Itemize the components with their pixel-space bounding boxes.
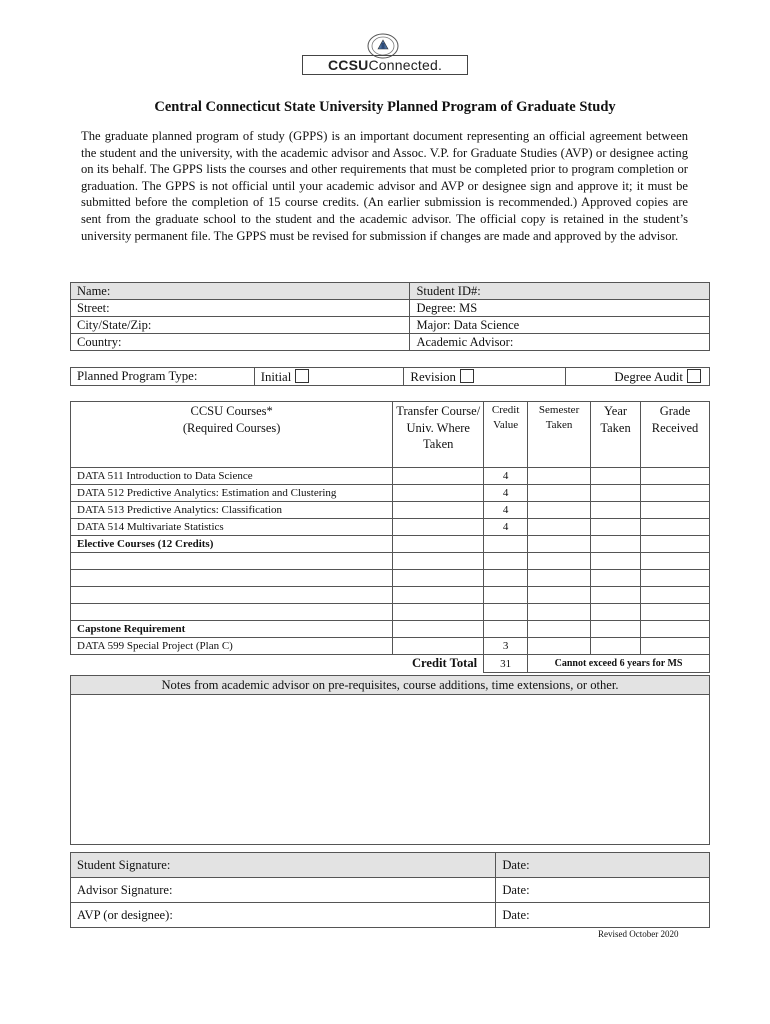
credit-total-label: Credit Total — [411, 656, 478, 671]
advisor-date-field[interactable]: Date: — [496, 878, 710, 903]
table-row — [71, 638, 710, 655]
table-row[interactable] — [71, 604, 710, 621]
time-limit-note: Cannot exceed 6 years for MS — [528, 655, 710, 673]
revision-date: Revised October 2020 — [598, 929, 679, 939]
course-name: DATA 512 Predictive Analytics: Estimation and Clustering — [71, 485, 393, 502]
table-row[interactable] — [71, 587, 710, 604]
elective-heading-row — [71, 536, 710, 553]
credit-value: 4 — [484, 502, 528, 519]
course-name: DATA 599 Special Project (Plan C) — [71, 638, 393, 655]
name-field[interactable]: Name: — [71, 283, 410, 300]
table-row[interactable] — [71, 553, 710, 570]
advisor-signature-field[interactable]: Advisor Signature: — [71, 878, 496, 903]
ccsu-logo — [302, 33, 470, 77]
capstone-heading: Capstone Requirement — [71, 621, 393, 638]
col-header-course: CCSU Courses* (Required Courses) — [71, 402, 393, 468]
col-header-transfer: Transfer Course/ Univ. Where Taken — [393, 402, 484, 468]
street-field[interactable]: Street: — [71, 300, 410, 317]
credit-value: 4 — [484, 485, 528, 502]
logo-wordmark: CCSUConnected. — [302, 55, 468, 75]
col-header-year: Year Taken — [591, 402, 641, 468]
major-field[interactable]: Major: Data Science — [410, 317, 710, 334]
initial-checkbox[interactable] — [295, 369, 309, 383]
degree-field[interactable]: Degree: MS — [410, 300, 710, 317]
student-id-field[interactable]: Student ID#: — [410, 283, 710, 300]
credit-value: 3 — [484, 638, 528, 655]
student-info-table — [70, 282, 710, 351]
signature-table — [70, 852, 710, 928]
option-initial[interactable]: Initial — [254, 368, 404, 386]
revision-checkbox[interactable] — [460, 369, 474, 383]
elective-heading: Elective Courses (12 Credits) — [71, 536, 393, 553]
program-type-table — [70, 367, 710, 386]
course-name: DATA 514 Multivariate Statistics — [71, 519, 393, 536]
option-revision[interactable]: Revision — [404, 368, 566, 386]
academic-advisor-field[interactable]: Academic Advisor: — [410, 334, 710, 351]
notes-heading: Notes from academic advisor on pre-requisites, course additions, time extensions, or other. — [71, 676, 709, 695]
avp-signature-field[interactable]: AVP (or designee): — [71, 903, 496, 928]
table-row — [71, 468, 710, 485]
student-date-field[interactable]: Date: — [496, 853, 710, 878]
capstone-heading-row — [71, 621, 710, 638]
table-row[interactable] — [71, 570, 710, 587]
page-title: Central Connecticut State University Planned Program of Graduate Study — [154, 99, 616, 115]
credit-value: 4 — [484, 468, 528, 485]
country-field[interactable]: Country: — [71, 334, 410, 351]
degree-audit-checkbox[interactable] — [687, 369, 701, 383]
option-degree-audit[interactable]: Degree Audit — [566, 368, 710, 386]
credit-total-value: 31 — [484, 655, 528, 673]
table-row — [71, 519, 710, 536]
intro-paragraph: The graduate planned program of study (GPPS) is an important document representing an official agreement between the student and the university, with the academic advisor and Assoc. V.P. for Graduate Studies (AVP) or designee acting on its behalf. The GPPS lists the courses and other requirements that must be completed prior to program completion or graduation. The GPPS is not official until your academic advisor and AVP or designee sign and approve it; it must be submitted before the completion of 15 course credits. (An earlier submission is recommended.) Approved copies are sent from the graduate school to the student and the academic advisor. The official copy is retained in the student’s university permanent file. The GPPS must be revised for submission if changes are made and approved by the advisor. — [81, 129, 688, 243]
courses-table — [70, 401, 710, 673]
table-row — [71, 485, 710, 502]
avp-date-field[interactable]: Date: — [496, 903, 710, 928]
col-header-credit: Credit Value — [484, 402, 528, 468]
course-name: DATA 511 Introduction to Data Science — [71, 468, 393, 485]
course-name: DATA 513 Predictive Analytics: Classification — [71, 502, 393, 519]
col-header-semester: Semester Taken — [528, 402, 591, 468]
advisor-notes-box[interactable] — [70, 675, 710, 845]
student-signature-field[interactable]: Student Signature: — [71, 853, 496, 878]
city-state-zip-field[interactable]: City/State/Zip: — [71, 317, 410, 334]
credit-value: 4 — [484, 519, 528, 536]
credit-total-row — [71, 655, 710, 673]
col-header-grade: Grade Received — [641, 402, 710, 468]
table-row — [71, 502, 710, 519]
program-type-label: Planned Program Type: — [71, 368, 255, 386]
